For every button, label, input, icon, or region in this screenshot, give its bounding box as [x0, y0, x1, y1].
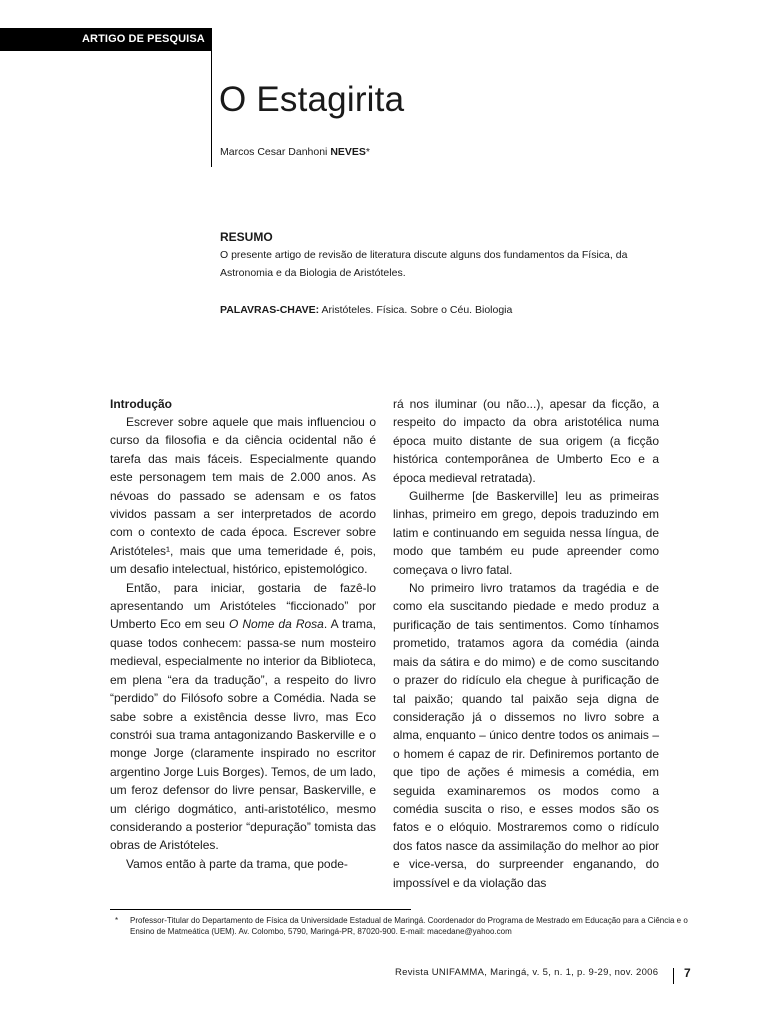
author-footnote-mark: * [365, 146, 371, 158]
paragraph: Vamos então à parte da trama, que pode- [126, 856, 348, 871]
paragraph: Escrever sobre aquele que mais influenciou o curso da filosofia e da ciência ocidental não é tarefa das mais fáceis. Especialmente quando este personagem tem mais de 2.000 anos. As névoas do passado se adensam e os fatos vividos passam a ser interpretados de acordo com o contexto de cada época. Escrever sobre Aristóteles¹, mais que uma temeridade é, pois, um desafio intelectual, histórico, epistemológico. [110, 415, 376, 577]
paragraph [110, 579, 376, 855]
author-given-name: Marcos Cesar Danhoni [220, 146, 328, 158]
body-column-left [110, 395, 376, 873]
keywords-label: PALAVRAS-CHAVE: [220, 304, 320, 316]
footnote-rule [110, 909, 411, 910]
paragraph-text: Então, para iniciar, gostaria de fazê-lo apresentando um Aristóteles “ficcionado” por Umberto Eco em seu [110, 580, 376, 632]
header-vertical-rule [211, 51, 212, 167]
footnote-mark: * [115, 916, 119, 925]
quote-paragraph: No primeiro livro tratamos da tragédia e de como ela suscitando piedade e medo produz a purificação de tais sentimentos. Como tínhamos prometido, tratamos agora da comédia (ainda mais da sátira e do mimo) e de como suscitando o prazer do ridículo ela chegue à purificação de tal paixão; quando tal paixão seja digna de consideração já o dissemos no livro sobre a alma, enquanto – único dentre todos os animais – o homem é capaz de rir. Definiremos portanto de que tipo de ações é mimesis a comédia, em seguida examinaremos os modos como a comédia suscita o riso, e esses modos são os fatos e o elóquio. Mostraremos como o ridículo dos fatos nasce da assimilação do melhor ao pior e vice-versa, do surpreender enganando, do impossível e da violação das [393, 581, 659, 890]
paragraph-text: . A trama, quase todos conhecem: passa-se num mosteiro medieval, especialmente no interior da Biblioteca, em plena “era da tradução”, a respeito do livro “perdido” do Filósofo sobre a Comédia. Nada se sabe sobre a existência desse livro, mas Eco constrói sua trama antagonizando Baskerville e o monge Jorge (claramente inspirado no escritor argentino Jorge Luis Borges). Temos, de um lado, um feroz defensor do livre pensar, Baskerville, e um clérigo dogmático, anti-aristotélico, mesmo considerando a posterior “depuração” tomista das obras de Aristóteles. [110, 617, 376, 853]
keywords [220, 302, 670, 318]
abstract-text: O presente artigo de revisão de literatura discute alguns dos fundamentos da Física, da Astronomia e da Biologia de Aristóteles. [220, 249, 628, 279]
author-line [220, 145, 370, 159]
header-black-band [0, 28, 74, 51]
page-number-separator [673, 968, 674, 984]
author-family-name: NEVES [330, 146, 366, 158]
page-number: 7 [684, 966, 691, 980]
book-title: O Nome da Rosa [228, 617, 324, 632]
footnote-text: Professor-Titular do Departamento de Física da Universidade Estadual de Maringá. Coordenador do Programa de Mestrado em Educação para a Ciência e o Ensino de Matmeática (UEM). Av. Colombo, 5790, Maringá-PR, 87020-900. E-mail: macedane@yahoo.com [130, 916, 688, 936]
keywords-text: Aristóteles. Física. Sobre o Céu. Biologia [321, 304, 513, 316]
abstract-heading: RESUMO [220, 230, 273, 244]
section-label: ARTIGO DE PESQUISA [74, 28, 212, 51]
intro-heading: Introdução [110, 397, 172, 411]
paragraph: rá nos iluminar (ou não...), apesar da ficção, a respeito do impacto da obra aristotélica numa época muito distante de sua origem (a ficção histórica contemporânea de Umberto Eco e a época medieval retratada). [393, 397, 659, 485]
article-title: O Estagirita [219, 80, 405, 119]
quote-paragraph: Guilherme [de Baskerville] leu as primeiras linhas, primeiro em grego, depois traduzindo em latim e continuando em seguida nessa língua, de modo que também eu pude apreender como começava o livro fatal. [393, 489, 659, 577]
journal-citation: Revista UNIFAMMA, Maringá, v. 5, n. 1, p. 9-29, nov. 2006 [395, 967, 659, 978]
body-column-right [393, 395, 659, 892]
